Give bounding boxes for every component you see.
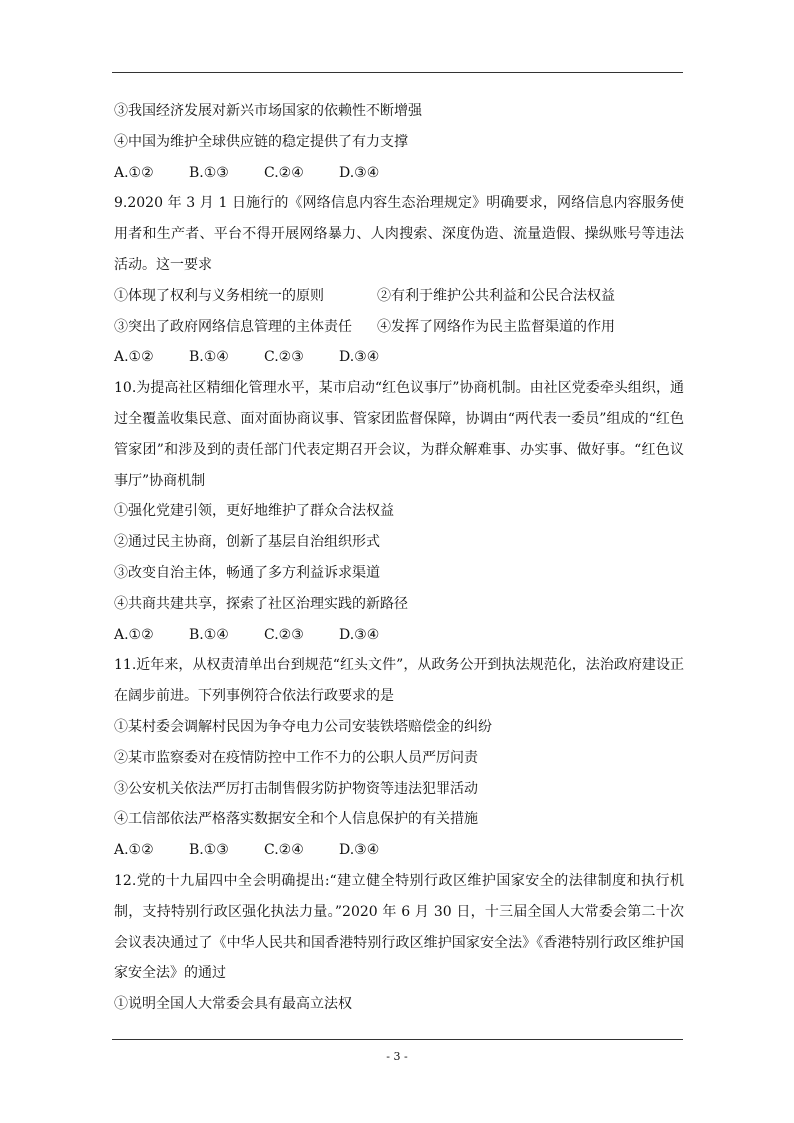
option-b: B.①④ xyxy=(189,349,229,366)
answer-item: ③突出了政府网络信息管理的主体责任 xyxy=(114,318,352,335)
answer-item: ②某市监察委对在疫情防控中工作不力的公职人员严厉问责 xyxy=(114,749,478,766)
option-d: D.③④ xyxy=(339,349,380,366)
answer-item: ②通过民主协商，创新了基层自治组织形式 xyxy=(114,534,380,551)
question-10-stem: 10.为提高社区精细化管理水平，某市启动“红色议事厅”协商机制。由社区党委牵头组织，通过全覆盖收集民意、面对面协商议事、管家团监督保障，协调由“两代表一委员”组成的“红色管家团”和涉及到的责任部门代表定期召开会议，为群众解难事、办实事、做好事。“红色议事厅”协商机制 xyxy=(114,380,684,489)
question-12-stem: 12.党的十九届四中全会明确提出:“建立健全特别行政区维护国家安全的法律制度和执行机制，支持特别行政区强化执法力量。”2020 年 6 月 30 日，十三届全国人大常委会第二十次会议表决通过了《中华人民共和国香港特别行政区维护国家安全法》《香港特别行政区维护国家安全法》的通过 xyxy=(114,872,684,982)
question-9-stem: 9.2020 年 3 月 1 日施行的《网络信息内容生态治理规定》明确要求，网络信息内容服务使用者和生产者、平台不得开展网络暴力、人肉搜索、深度伪造、流量造假、操纵账号等违法活动。这一要求 xyxy=(114,195,684,273)
options-row xyxy=(114,342,684,373)
answer-item: ④工信部依法严格落实数据安全和个人信息保护的有关措施 xyxy=(114,811,478,828)
answer-item: ③公安机关依法严厉打击制售假劣防护物资等违法犯罪活动 xyxy=(114,780,478,797)
page-content xyxy=(114,96,684,1020)
option-c: C.②④ xyxy=(264,164,304,181)
answer-item: ④发挥了网络作为民主监督渠道的作用 xyxy=(377,318,615,335)
answer-item: ①体现了权利与义务相统一的原则 xyxy=(114,287,324,304)
options-row xyxy=(114,835,684,866)
question-11-stem: 11.近年来，从权责清单出台到规范“红头文件”，从政务公开到执法规范化，法治政府建设正在阔步前进。下列事例符合依法行政要求的是 xyxy=(114,657,684,705)
answer-item: ④共商共建共享，探索了社区治理实践的新路径 xyxy=(114,595,408,612)
option-b: B.①③ xyxy=(189,842,229,859)
option-a: A.①② xyxy=(114,349,154,366)
option-d: D.③④ xyxy=(339,164,380,181)
option-c: C.②④ xyxy=(264,842,304,859)
answer-item: ①说明全国人大常委会具有最高立法权 xyxy=(114,996,352,1013)
header-rule xyxy=(112,72,683,73)
option-b: B.①④ xyxy=(189,626,229,643)
footer-rule xyxy=(112,1039,683,1040)
option-a: A.①② xyxy=(114,842,154,859)
option-c: C.②③ xyxy=(264,349,304,366)
option-d: D.③④ xyxy=(339,626,380,643)
answer-item: ④中国为维护全球供应链的稳定提供了有力支撑 xyxy=(114,133,408,150)
page-number: - 3 - xyxy=(386,1050,408,1063)
answer-item: ①强化党建引领，更好地维护了群众合法权益 xyxy=(114,503,394,520)
options-row xyxy=(114,158,684,189)
option-a: A.①② xyxy=(114,164,154,181)
answer-items-row xyxy=(114,312,684,343)
answer-item: ②有利于维护公共利益和公民合法权益 xyxy=(377,287,615,304)
answer-items-row xyxy=(114,281,684,312)
option-c: C.②③ xyxy=(264,626,304,643)
option-b: B.①③ xyxy=(189,164,229,181)
answer-item: ①某村委会调解村民因为争夺电力公司安装铁塔赔偿金的纠纷 xyxy=(114,718,492,735)
option-a: A.①② xyxy=(114,626,154,643)
option-d: D.③④ xyxy=(339,842,380,859)
answer-item: ③改变自治主体，畅通了多方利益诉求渠道 xyxy=(114,564,380,581)
options-row xyxy=(114,620,684,651)
answer-item: ③我国经济发展对新兴市场国家的依赖性不断增强 xyxy=(114,103,422,119)
